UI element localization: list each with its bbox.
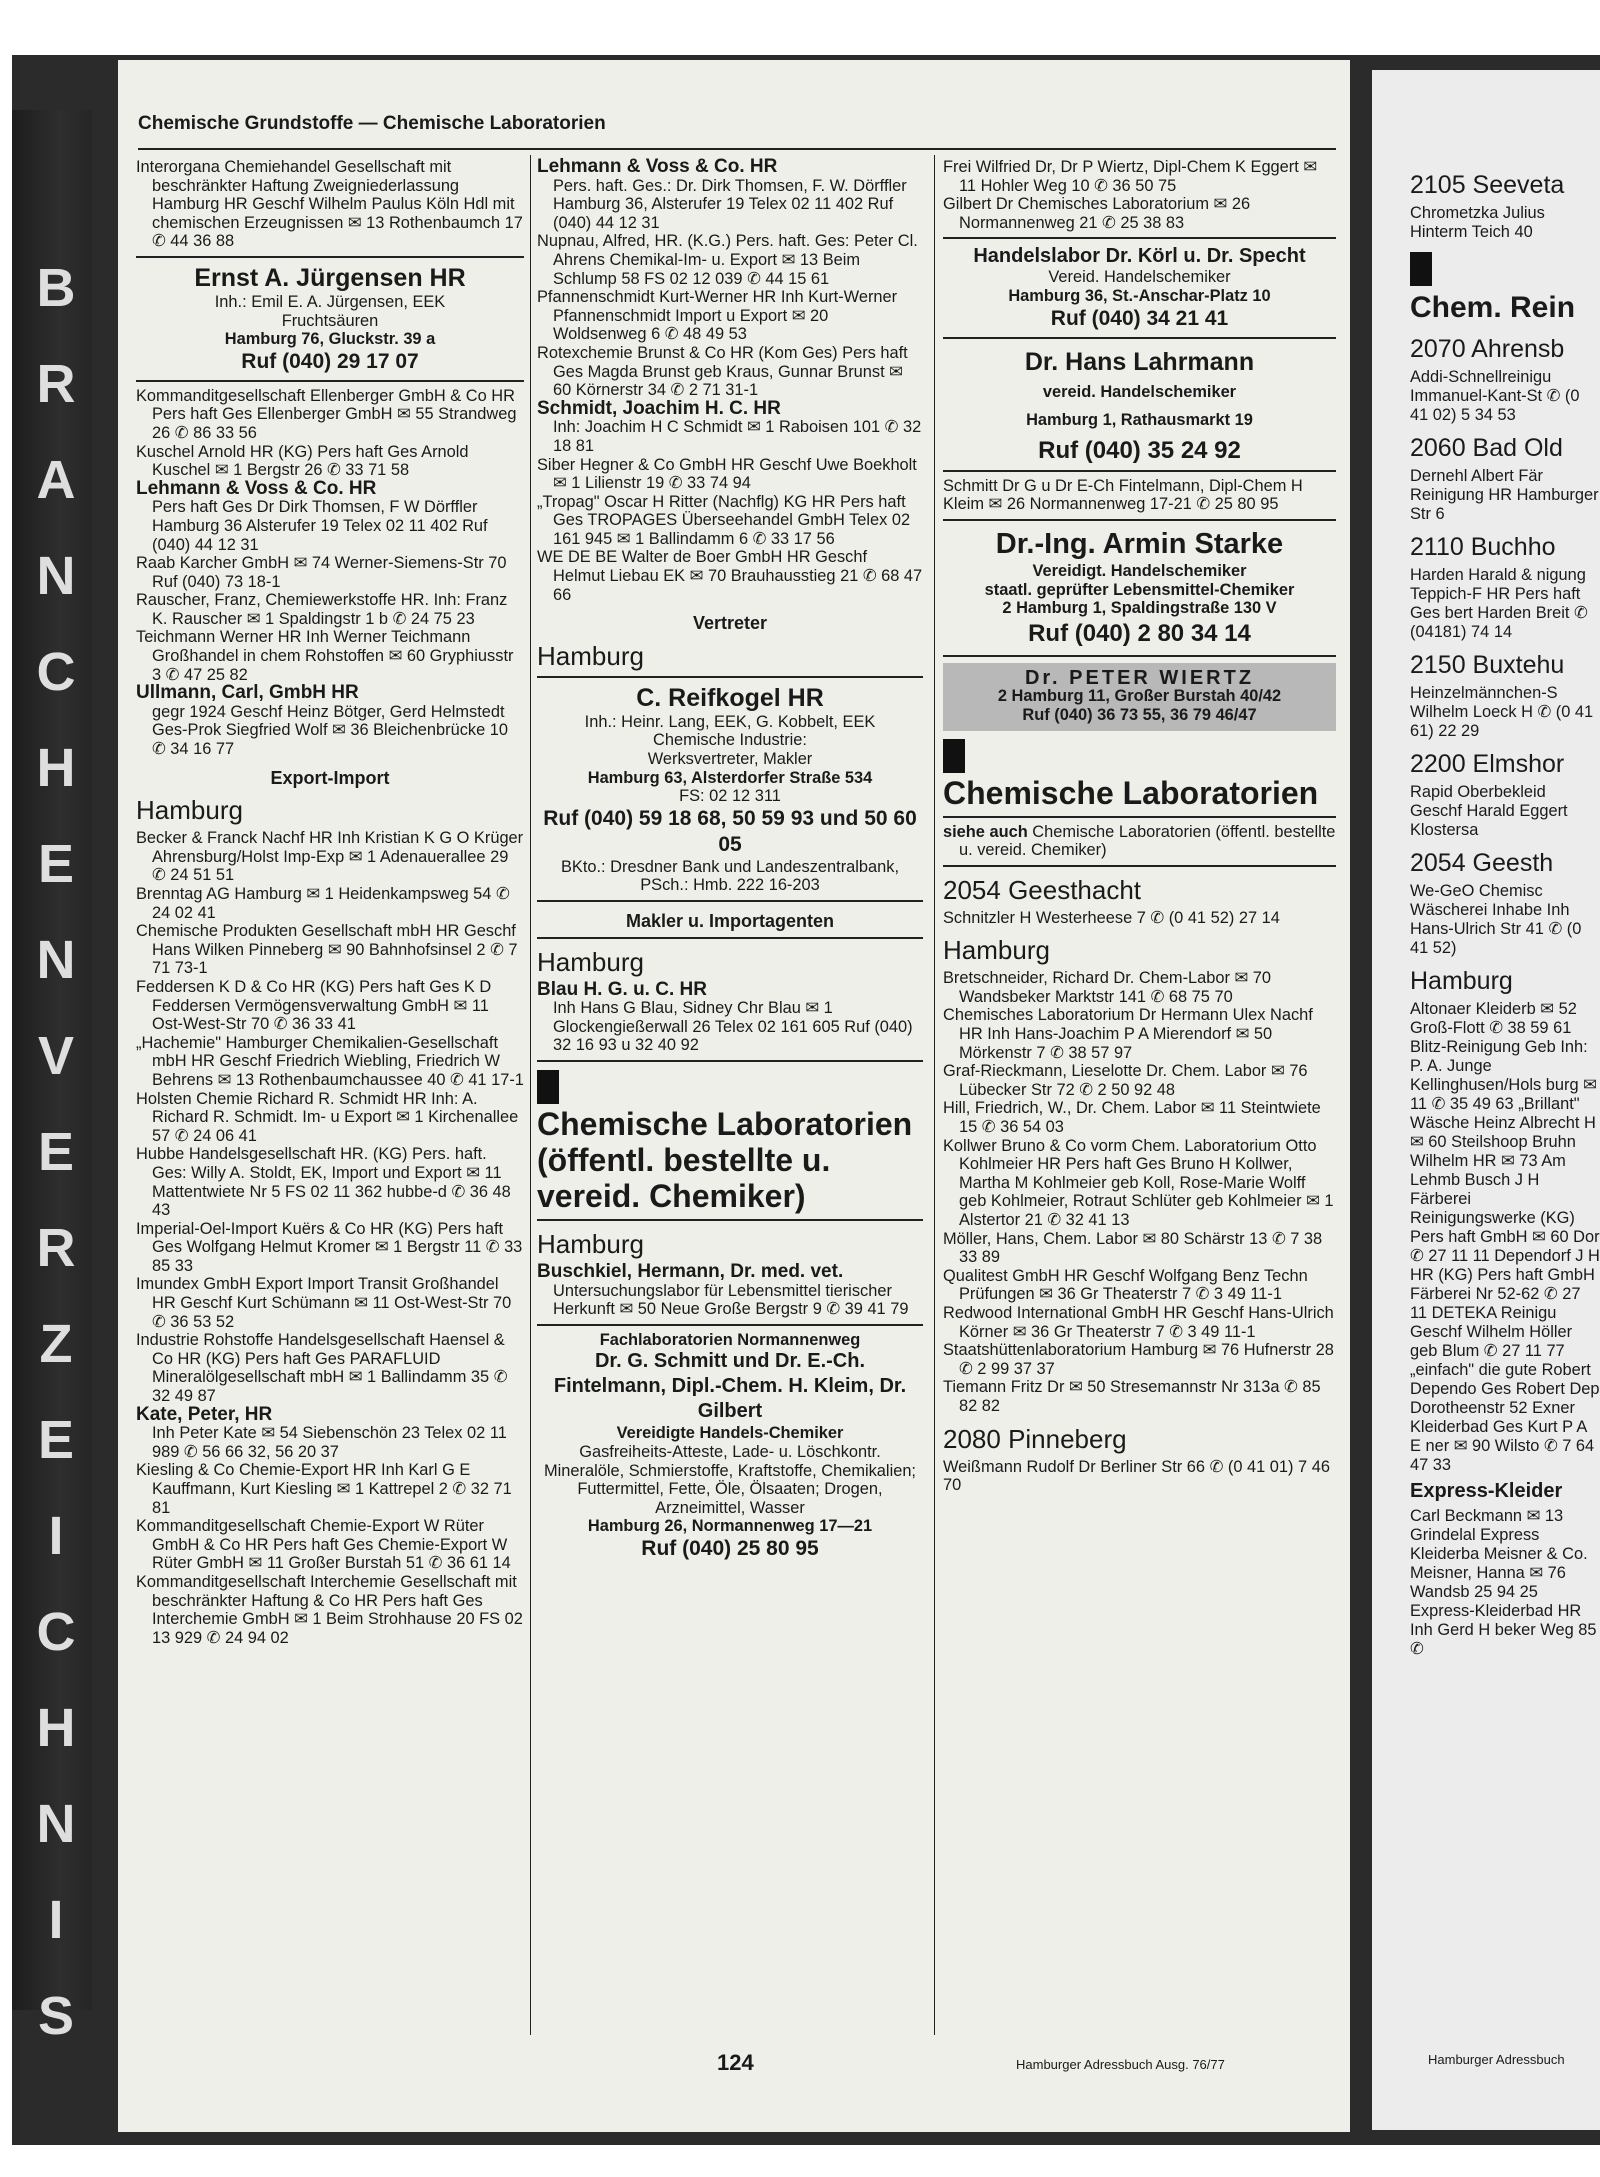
- section-heading: Export-Import: [270, 767, 390, 788]
- see-also: [943, 823, 1336, 860]
- ad-name: Dr.-Ing. Armin Starke: [995, 527, 1284, 560]
- ad-phone: Ruf (040) 36 73 55, 36 79 46/47: [1022, 705, 1257, 724]
- ad-address: Hamburg 26, Normannenweg 17—21: [587, 1517, 873, 1536]
- list-item: [136, 477, 524, 499]
- ad-line: vereid. Handelschemiker: [1042, 382, 1237, 401]
- rule: [537, 1060, 923, 1062]
- list-item: [537, 1260, 923, 1282]
- running-head: Chemische Grundstoffe — Chemische Laboratorien: [138, 113, 606, 134]
- ad-fs: FS: 02 12 311: [679, 787, 781, 806]
- ad-phone: Ruf (040) 59 18 68, 50 59 93 und 50 60 05: [543, 806, 917, 856]
- list-item: Tiemann Fritz Dr ✉ 50 Stresemannstr Nr 313a ✆ 85 82 82: [943, 1378, 1321, 1415]
- category-title: Express-Kleider: [1410, 1480, 1563, 1502]
- column-divider-1: [530, 155, 531, 2035]
- list-item: Dernehl Albert Fär Reinigung HR Hamburger Str 6: [1410, 467, 1599, 523]
- city-heading: Hamburg: [1410, 967, 1513, 995]
- ad-name: Handelslabor Dr. Körl u. Dr. Specht: [973, 245, 1306, 268]
- ad-line: Vereid. Handelschemiker: [1048, 268, 1231, 287]
- entry-text: Pers. haft. Ges.: Dr. Dirk Thomsen, F. W. Dörffler Hamburg 36, Alsterufer 19 Telex 02 11 402 Ruf (040) 44 12 31: [553, 176, 907, 232]
- column-1: [136, 158, 524, 1647]
- rule: [943, 816, 1336, 818]
- entry-name: Blau H. G. u. C. HR: [537, 978, 707, 1000]
- entry-text: Inh Hans G Blau, Sidney Chr Blau ✉ 1 Glockengießerwall 26 Telex 02 161 605 Ruf (040) 32 16 93 u 32 40 92: [553, 999, 913, 1055]
- ad-address: 2 Hamburg 11, Großer Burstah 40/42: [997, 687, 1282, 706]
- entry-text: Inh: Joachim H C Schmidt ✉ 1 Raboisen 101 ✆ 32 18 81: [553, 418, 922, 455]
- list-item: Weißmann Rudolf Dr Berliner Str 66 ✆ (0 41 01) 7 46 70: [943, 1457, 1330, 1495]
- ad-phone: Ruf (040) 35 24 92: [1038, 436, 1241, 464]
- city-heading: 2070 Ahrensb: [1410, 335, 1565, 363]
- list-item: Raab Karcher GmbH ✉ 74 Werner-Siemens-Str 70 Ruf (040) 73 18-1: [136, 554, 507, 591]
- list-item: Chemische Industrie:: [653, 731, 807, 750]
- rule: [537, 937, 923, 939]
- list-item: Chrometzka Julius Hinterm Teich 40: [1410, 204, 1545, 241]
- city-heading: 2105 Seeveta: [1410, 171, 1565, 199]
- list-item: Staatshüttenlaboratorium Hamburg ✉ 76 Hufnerstr 28 ✆ 2 99 37 37: [943, 1341, 1334, 1378]
- column-2: [537, 158, 923, 1566]
- rule: [537, 676, 923, 678]
- column-divider-2: [934, 155, 935, 2035]
- ad-lahrmann: [943, 347, 1336, 464]
- list-item: [537, 158, 923, 177]
- city-heading: 2080 Pinneberg: [943, 1423, 1127, 1454]
- list-item: [136, 1403, 524, 1425]
- ad-address: Hamburg 76, Gluckstr. 39 a: [224, 330, 436, 349]
- list-item: Schnitzler H Westerheese 7 ✆ (0 41 52) 27 14: [943, 908, 1280, 927]
- ad-phone: Ruf (040) 29 17 07: [241, 349, 419, 373]
- ad-text: Gasfreiheits-Atteste, Lade- u. Löschkontr. Mineralöle, Schmierstoffe, Kraftstoffe, Chemikalien; Futtermittel, Fette, Öle, Ölsaaten; Drogen, Arzneimittel, Wasser: [544, 1442, 916, 1517]
- ad-line: Vereidigt. Handelschemiker: [1032, 561, 1247, 580]
- list-item: Inh.: Emil E. A. Jürgensen, EEK: [214, 292, 446, 311]
- ad-address: 2 Hamburg 1, Spaldingstraße 130 V: [1002, 599, 1277, 618]
- ad-lines: [537, 713, 923, 769]
- ad-head: Fachlaboratorien Normannenweg: [599, 1330, 861, 1349]
- c1-entries-4: [136, 829, 524, 1405]
- ad-wiertz: [943, 663, 1336, 731]
- category-title: Chemische Laboratorien: [943, 774, 1319, 811]
- ad-starke: [943, 526, 1336, 650]
- list-item: We-GeO Chemisc Wäscherei Inhabe Inh Hans-Ulrich Str 41 ✆ (0 41 52): [1410, 882, 1582, 957]
- list-item: Heinzelmännchen-S Wilhelm Loeck H ✆ (0 41 61) 22 29: [1410, 684, 1594, 740]
- list-item: Möller, Hans, Chem. Labor ✉ 80 Schärstr 13 ✆ 7 38 33 89: [943, 1229, 1323, 1267]
- list-item: Kuschel Arnold HR (KG) Pers haft Ges Arnold Kuschel ✉ 1 Bergstr 26 ✆ 33 71 58: [136, 442, 469, 480]
- list-item: Kollwer Bruno & Co vorm Chem. Laboratorium Otto Kohlmeier HR Pers haft Ges Bruno H Kollwer, Martha M Kohlmeier geb Koll, Rose-Marie Wolff geb Kohlmeier, Rotraut Schlüter geb Kohlmeier ✉ 1 Alstertor 21 ✆ 32 41 13: [943, 1136, 1334, 1229]
- see-also-text: Chemische Laboratorien (öffentl. bestellte u. vereid. Chemiker): [959, 822, 1336, 860]
- list-item: Chemische Produkten Gesellschaft mbH HR Geschf Hans Wilken Pinneberg ✉ 90 Bahnhofsinsel 2 ✆ 7 71 73-1: [136, 922, 518, 978]
- header-rule: [138, 148, 1336, 150]
- right-page-footer: Hamburger Adressbuch: [1428, 2052, 1565, 2067]
- column-3: [943, 158, 1336, 1495]
- section-heading: Vertreter: [692, 613, 768, 634]
- city-heading: 2054 Geesth: [1410, 849, 1554, 877]
- list-item: WE DE BE Walter de Boer GmbH HR Geschf Helmut Liebau EK ✉ 70 Brauhausstieg 21 ✆ 68 47 66: [537, 548, 923, 604]
- list-item: Kommanditgesellschaft Interchemie Gesellschaft mit beschränkter Haftung & Co HR Pers haft Ges Interchemie GmbH ✉ 1 Beim Strohhause 20 FS 02 13 929 ✆ 24 94 02: [136, 1572, 523, 1647]
- c2-entries: [537, 232, 923, 399]
- ad-juergensen: [136, 263, 524, 375]
- ad-bank: BKto.: Dresdner Bank und Landeszentralbank, PSch.: Hmb. 222 16-203: [560, 857, 900, 895]
- list-item: Teichmann Werner HR Inh Werner Teichmann Großhandel in chem Rohstoffen ✉ 60 Gryphiusstr 3 ✆ 47 25 82: [136, 628, 514, 684]
- ad-phone: Ruf (040) 2 80 34 14: [1028, 619, 1251, 647]
- list-item: Hill, Friedrich, W., Dr. Chem. Labor ✉ 11 Steintwiete 15 ✆ 36 54 03: [943, 1099, 1321, 1137]
- list-item: Feddersen K D & Co HR (KG) Pers haft Ges K D Feddersen Vermögensverwaltung GmbH ✉ 11 Ost-West-Str 70 ✆ 36 33 41: [136, 977, 492, 1034]
- entry-name: Lehmann & Voss & Co. HR: [136, 477, 377, 499]
- city-heading: Hamburg: [537, 946, 644, 977]
- ad-fachlaboratorien: [537, 1331, 923, 1562]
- category-heading: [943, 739, 1336, 811]
- heading-square-icon: [1410, 252, 1432, 286]
- ad-names: Dr. G. Schmitt und Dr. E.-Ch. Fintelmann, Dipl.-Chem. H. Kleim, Dr. Gilbert: [553, 1350, 907, 1423]
- entry-name: Kate, Peter, HR: [136, 1403, 273, 1425]
- right-page-content: [1372, 70, 1600, 1659]
- entry-name: Lehmann & Voss & Co. HR: [537, 156, 778, 177]
- ad-lines: [136, 293, 524, 330]
- ad-name: Dr. Hans Lahrmann: [1024, 347, 1255, 376]
- rule: [537, 1324, 923, 1326]
- list-item: [537, 397, 923, 419]
- entry-text: gegr 1924 Geschf Heinz Bötger, Gerd Helmstedt Ges-Prok Siegfried Wolf ✉ 36 Bleichenbrücke 10 ✆ 34 16 77: [152, 702, 508, 759]
- list-item: Becker & Franck Nachf HR Inh Kristian K G O Krüger Ahrensburg/Holst Imp-Exp ✉ 1 Adenauerallee 29 ✆ 24 51 51: [136, 829, 524, 885]
- ad-reifkogel: [537, 683, 923, 895]
- list-item: Holsten Chemie Richard R. Schmidt HR Inh: A. Richard R. Schmidt. Im- u Export ✉ 1 Kirchenallee 57 ✆ 24 06 41: [136, 1089, 519, 1145]
- list-item: Rotexchemie Brunst & Co HR (Kom Ges) Pers haft Ges Magda Brunst geb Kraus, Gunnar Brunst ✉ 60 Körnerstr 34 ✆ 2 71 31-1: [537, 343, 908, 400]
- city-heading: Hamburg: [537, 640, 644, 671]
- rule: [136, 256, 524, 258]
- spine-text: BRANCHENVERZEICHNIS: [36, 258, 76, 2046]
- list-item: Kiesling & Co Chemie-Export HR Inh Karl G E Kauffmann, Kurt Kiesling ✉ 1 Kattrepel 2 ✆ 32 71 81: [136, 1461, 512, 1517]
- ad-name: Dr. PETER WIERTZ: [1024, 666, 1255, 689]
- c3-entries: [943, 158, 1336, 232]
- category-title: Chemische Laboratorien (öffentl. bestellte u. vereid. Chemiker): [537, 1105, 913, 1214]
- city-heading: Hamburg: [943, 935, 1050, 966]
- list-item: Inh.: Heinr. Lang, EEK, G. Kobbelt, EEK: [584, 712, 876, 731]
- list-item: Graf-Rieckmann, Lieselotte Dr. Chem. Labor ✉ 76 Lübecker Str 72 ✆ 2 50 92 48: [943, 1062, 1308, 1099]
- c3-entries-2: [943, 969, 1336, 1415]
- list-item: Nupnau, Alfred, HR. (K.G.) Pers. haft. Ges: Peter Cl. Ahrens Chemikal-Im- u. Export ✉ 13 Beim Schlump 58 FS 02 12 039 ✆ 44 15 61: [537, 232, 918, 288]
- city-heading: 2150 Buxtehu: [1410, 651, 1565, 679]
- list-item: Altonaer Kleiderb ✉ 52 Groß-Flott ✆ 38 59 61 Blitz-Reinigung Geb Inh: P. A. Junge Kellinghusen/Hols burg ✉ 11 ✆ 35 49 63 „Brillant" Wäsche Heinz Albrecht H ✉ 60 Steilshoop Bruhn Wilhelm HR ✉ 73 Am Lehmb Busch J H Färberei Reinigungswerke (KG) Pers haft GmbH ✉ 60 Dor ✆ 27 11 11 Dependorf J H HR (KG) Pers haft GmbH Färberei Nr 52-62 ✆ 27 11 DETEKA Reinigu Geschf Wilhelm Höller geb Blum ✆ 27 11 77 „einfach" die gute Robert Dependo Ges Robert Dep Dorotheenstr 52 Exner Kleiderbad Ges Kurt P A E ner ✉ 90 Wilsto ✆ 7 64 47 33: [1410, 1000, 1600, 1474]
- list-item: Imundex GmbH Export Import Transit Großhandel HR Geschf Kurt Schümann ✉ 11 Ost-West-Str 70 ✆ 36 53 52: [136, 1275, 512, 1331]
- list-item: „Tropag" Oscar H Ritter (Nachflg) KG HR Pers haft Ges TROPAGES Überseehandel GmbH Telex 02 161 945 ✉ 1 Ballindamm 6 ✆ 33 17 56: [537, 492, 911, 548]
- list-item: Hubbe Handelsgesellschaft HR. (KG) Pers. haft. Ges: Willy A. Stoldt, EK, Import und Export ✉ 11 Mattentwiete Nr 5 FS 02 11 362 hubbe-d ✆ 36 48 43: [136, 1145, 511, 1220]
- rule: [943, 237, 1336, 239]
- c1-entries-5: [136, 1461, 524, 1647]
- list-item: Fruchtsäuren: [281, 311, 379, 330]
- list-item: „Hachemie" Hamburger Chemikalien-Gesellschaft mbH HR Geschf Friedrich Wiebling, Friedrich W Behrens ✉ 13 Rothenbaumchaussee 40 ✆ 41 17-1: [136, 1033, 524, 1089]
- city-heading: Hamburg: [136, 795, 243, 826]
- heading-square-icon: [943, 739, 965, 773]
- list-item: Schmitt Dr G u Dr E-Ch Fintelmann, Dipl-Chem H Kleim ✉ 26 Normannenweg 17-21 ✆ 25 80 95: [943, 476, 1303, 514]
- entry-text: Untersuchungslabor für Lebensmittel tierischer Herkunft ✉ 50 Neue Große Bergstr 9 ✆ 39 41 79: [553, 1281, 909, 1319]
- list-item: [537, 978, 923, 1000]
- rule: [537, 1219, 923, 1221]
- category-heading: [537, 1070, 923, 1214]
- c1-entries-2: [136, 387, 524, 480]
- list-item: Qualitest GmbH HR Geschf Wolfgang Benz Techn Prüfungen ✉ 36 Gr Theaterstr 7 ✆ 3 49 11-1: [943, 1266, 1308, 1304]
- page-footer: Hamburger Adressbuch Ausg. 76/77: [1016, 2057, 1225, 2072]
- entry-text: Inh Peter Kate ✉ 54 Siebenschön 23 Telex 02 11 989 ✆ 56 66 32, 56 20 37: [152, 1424, 507, 1461]
- ad-address: Hamburg 63, Alsterdorfer Straße 534: [587, 768, 873, 787]
- ad-line: staatl. geprüfter Lebensmittel-Chemiker: [984, 580, 1295, 599]
- list-item: Kommanditgesellschaft Chemie-Export W Rüter GmbH & Co HR Pers haft Ges Chemie-Export W Rüter GmbH ✉ 11 Großer Burstah 51 ✆ 36 61 14: [136, 1517, 511, 1573]
- c1-entries-3: [136, 554, 524, 684]
- page-number: 124: [717, 2050, 754, 2075]
- list-item: Pfannenschmidt Kurt-Werner HR Inh Kurt-Werner Pfannenschmidt Import u Export ✉ 20 Woldsenweg 6 ✆ 48 49 53: [537, 288, 898, 344]
- right-page: [1372, 70, 1600, 2130]
- rule: [136, 380, 524, 382]
- list-item: Addi-Schnellreinigu Immanuel-Kant-St ✆ (0 41 02) 5 34 53: [1410, 368, 1580, 424]
- c2-entries-2: [537, 456, 923, 605]
- ad-name: C. Reifkogel HR: [636, 683, 824, 712]
- city-heading: Hamburg: [537, 1228, 644, 1259]
- entry-name: Schmidt, Joachim H. C. HR: [537, 397, 781, 419]
- ad-title: Vereidigte Handels-Chemiker: [616, 1424, 844, 1443]
- rule: [943, 655, 1336, 657]
- list-item: Werksvertreter, Makler: [647, 750, 813, 769]
- list-item: Frei Wilfried Dr, Dr P Wiertz, Dipl-Chem K Eggert ✉ 11 Hohler Weg 10 ✆ 36 50 75: [943, 158, 1318, 195]
- ad-address: Hamburg 1, Rathausmarkt 19: [1026, 411, 1253, 430]
- list-item: Siber Hegner & Co GmbH HR Geschf Uwe Boekholt ✉ 1 Lilienstr 19 ✆ 33 74 94: [537, 455, 917, 493]
- list-item: Rauscher, Franz, Chemiewerkstoffe HR. Inh: Franz K. Rauscher ✉ 1 Spaldingstr 1 b ✆ 24 75 23: [136, 591, 508, 628]
- see-also-label: siehe auch: [943, 822, 1028, 841]
- city-heading: 2110 Buchho: [1410, 533, 1556, 561]
- ad-phone: Ruf (040) 34 21 41: [1050, 306, 1229, 330]
- book-spine: [12, 110, 92, 2046]
- category-title: Chem. Rein: [1410, 291, 1576, 324]
- list-item: Bretschneider, Richard Dr. Chem-Labor ✉ 70 Wandsbeker Marktstr 141 ✆ 68 75 70: [943, 969, 1272, 1006]
- rule: [943, 337, 1336, 339]
- list-item: Harden Harald & nigung Teppich-F HR Pers haft Ges bert Harden Breit ✆ (04181) 74 14: [1410, 566, 1588, 641]
- list-item: Redwood International GmbH HR Geschf Hans-Ulrich Körner ✉ 36 Gr Theaterstr 7 ✆ 3 49 11-1: [943, 1303, 1334, 1341]
- rule: [537, 900, 923, 902]
- list-item: Kommanditgesellschaft Ellenberger GmbH & Co HR Pers haft Ges Ellenberger GmbH ✉ 55 Strandweg 26 ✆ 86 33 56: [136, 386, 517, 442]
- ad-address: Hamburg 36, St.-Anschar-Platz 10: [1008, 286, 1271, 305]
- entry-name: Ullmann, Carl, GmbH HR: [136, 682, 359, 704]
- city-heading: 2054 Geesthacht: [943, 874, 1142, 905]
- rule: [943, 470, 1336, 472]
- rule: [943, 865, 1336, 867]
- list-item: Chemisches Laboratorium Dr Hermann Ulex Nachf HR Inh Hans-Joachim P A Mierendorf ✉ 50 Mörkenstr 7 ✆ 38 57 97: [943, 1006, 1313, 1062]
- list-item: Brenntag AG Hamburg ✉ 1 Heidenkampsweg 54 ✆ 24 02 41: [136, 885, 510, 922]
- heading-square-icon: [537, 1070, 559, 1104]
- section-heading: Makler u. Importagenten: [625, 911, 835, 931]
- rule: [943, 519, 1336, 521]
- city-heading: 2200 Elmshor: [1410, 750, 1565, 778]
- list-item: [136, 684, 524, 703]
- entry-name: Buschkiel, Hermann, Dr. med. vet.: [537, 1260, 844, 1282]
- list-item: Interorgana Chemiehandel Gesellschaft mit beschränkter Haftung Zweigniederlassung Hamburg HR Geschf Wilhelm Paulus Köln Hdl mit chemischen Erzeugnissen ✉ 13 Rothenbaumch 17 ✆ 44 36 88: [136, 158, 523, 251]
- entry-text: Pers haft Ges Dr Dirk Thomsen, F W Dörffler Hamburg 36 Alsterufer 19 Telex 02 11 402 Ruf (040) 44 12 31: [152, 498, 488, 554]
- c1-entries: [136, 158, 524, 251]
- list-item: Industrie Rohstoffe Handelsgesellschaft Haensel & Co HR (KG) Pers haft Ges PARAFLUID Mineralölgesellschaft mbH ✉ 1 Ballindamm 35 ✆ 32 49 87: [136, 1331, 508, 1406]
- ad-handelslabor: [943, 244, 1336, 331]
- list-item: Gilbert Dr Chemisches Laboratorium ✉ 26 Normannenweg 21 ✆ 25 38 83: [943, 195, 1251, 232]
- list-item: Imperial-Oel-Import Kuërs & Co HR (KG) Pers haft Ges Wolfgang Helmut Kromer ✉ 1 Bergstr 11 ✆ 33 85 33: [136, 1219, 523, 1275]
- city-heading: 2060 Bad Old: [1410, 434, 1563, 462]
- ad-phone: Ruf (040) 25 80 95: [641, 1536, 819, 1560]
- list-item: Rapid Oberbekleid Geschf Harald Eggert Klostersa: [1410, 783, 1568, 839]
- list-item: Carl Beckmann ✉ 13 Grindelal Express Kleiderba Meisner & Co. Meisner, Hanna ✉ 76 Wandsb 25 94 25 Express-Kleiderbad HR Inh Gerd H beker Weg 85 ✆: [1410, 1507, 1597, 1658]
- ad-name: Ernst A. Jürgensen HR: [194, 263, 466, 292]
